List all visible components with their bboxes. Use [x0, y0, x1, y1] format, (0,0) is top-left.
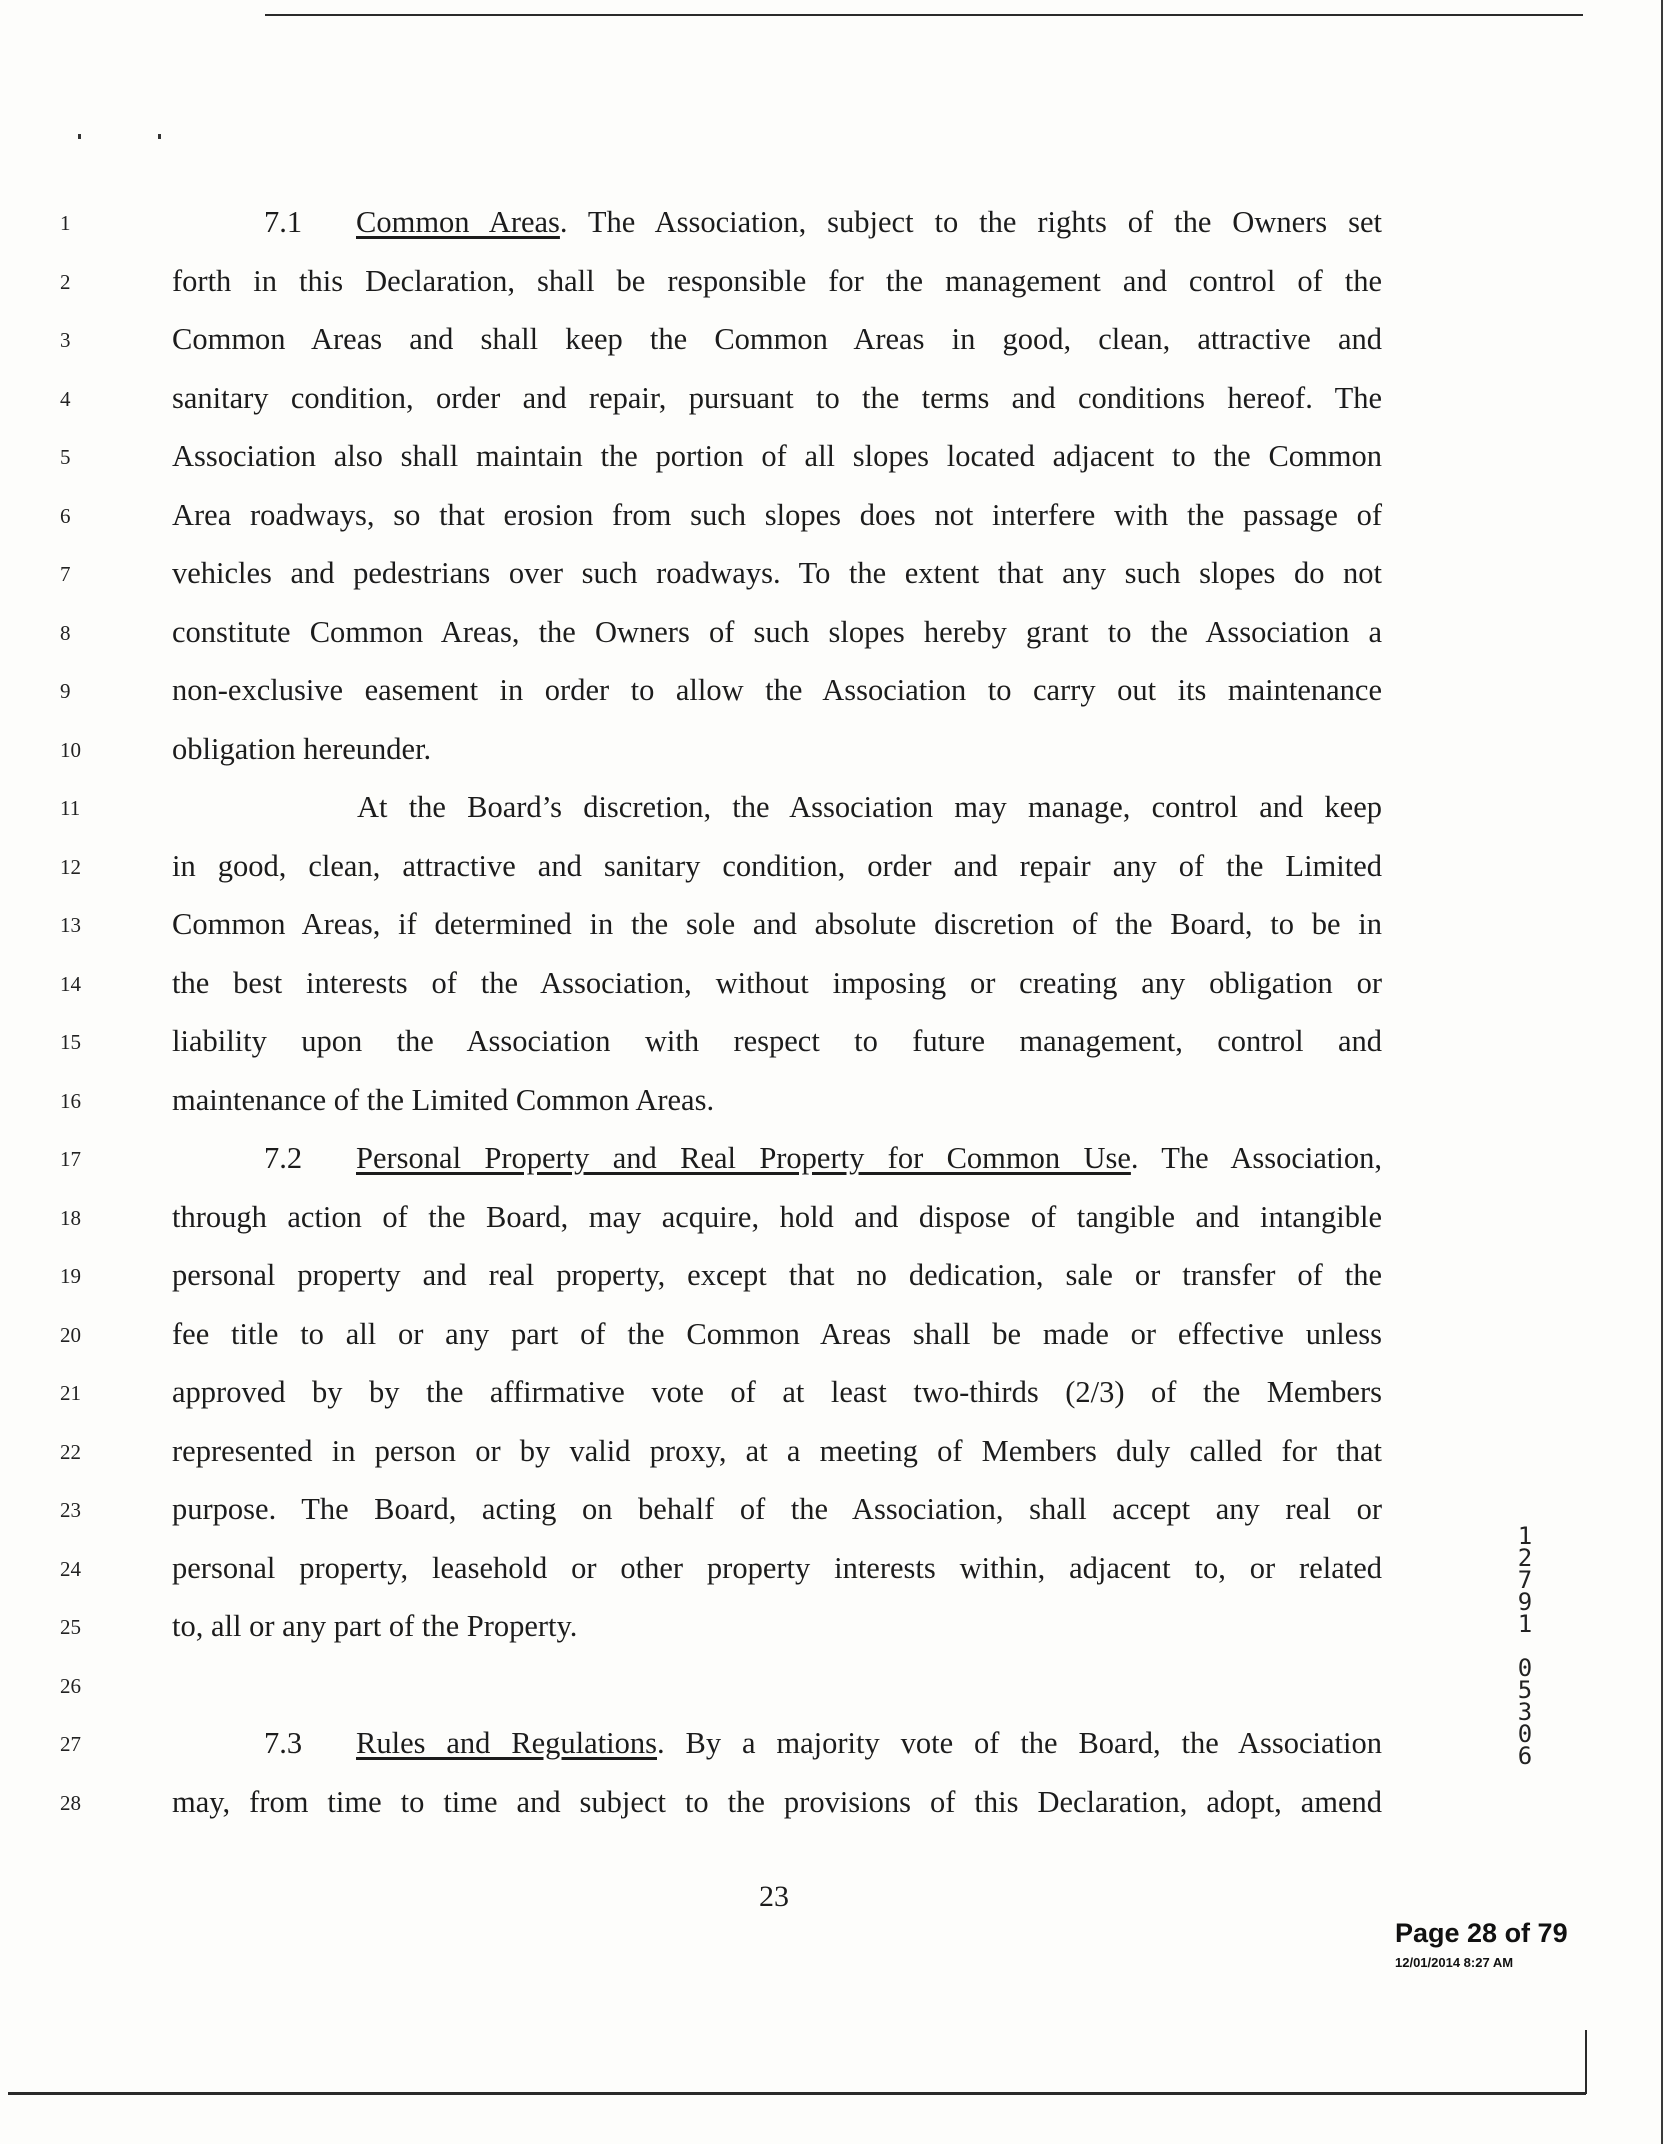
line-number: 21: [60, 1381, 81, 1405]
body-line: personal property, leasehold or other property interests within, adjacent to, or related: [172, 1551, 1382, 1585]
body-line: approved by by the affirmative vote of at least two-thirds (2/3) of the Members: [172, 1375, 1382, 1409]
section-heading: Common Areas: [356, 205, 560, 239]
section-text: . The Association, subject to the rights of the Owners set: [559, 205, 1382, 239]
section-text: . The Association,: [1130, 1141, 1382, 1175]
line-number: 17: [60, 1147, 81, 1171]
line-number: 7: [60, 562, 71, 586]
line-number: 25: [60, 1615, 81, 1639]
body-line: Common Areas, if determined in the sole and absolute discretion of the Board, to be in: [172, 907, 1382, 941]
body-line: forth in this Declaration, shall be responsible for the management and control of the: [172, 264, 1382, 298]
section-number: 7.2: [264, 1141, 303, 1175]
body-line: Association also shall maintain the portion of all slopes located adjacent to the Common: [172, 439, 1382, 473]
line-number: 8: [60, 621, 71, 645]
line-number: 19: [60, 1264, 81, 1288]
section-text: . By a majority vote of the Board, the Association: [657, 1726, 1382, 1760]
body-line: represented in person or by valid proxy, at a meeting of Members duly called for that: [172, 1434, 1382, 1468]
bottom-right-line: [1585, 2030, 1587, 2094]
line-number: 16: [60, 1089, 81, 1113]
body-line: purpose. The Board, acting on behalf of the Association, shall accept any real or: [172, 1492, 1382, 1526]
body-line: non-exclusive easement in order to allow the Association to carry out its maintenance: [172, 673, 1382, 707]
line-number: 11: [60, 796, 81, 820]
body-line: to, all or any part of the Property.: [172, 1609, 578, 1643]
line-number: 12: [60, 855, 81, 879]
section-number: 7.1: [264, 205, 303, 239]
body-line: the best interests of the Association, without imposing or creating any obligation or: [172, 966, 1382, 1000]
body-line: in good, clean, attractive and sanitary condition, order and repair any of the Limited: [172, 849, 1382, 883]
section-number: 7.3: [264, 1726, 303, 1760]
body-line: Area roadways, so that erosion from such slopes does not interfere with the passage of: [172, 498, 1382, 532]
section-heading-line: [172, 1723, 1382, 1763]
line-number: 26: [60, 1674, 81, 1698]
page-number: 23: [759, 1880, 789, 1913]
bottom-rule: [8, 2092, 1586, 2095]
body-line: fee title to all or any part of the Common Areas shall be made or effective unless: [172, 1317, 1382, 1351]
line-number: 4: [60, 387, 71, 411]
section-heading-line: [172, 202, 1382, 242]
line-number: 28: [60, 1791, 81, 1815]
line-number: 9: [60, 679, 71, 703]
line-number: 13: [60, 913, 81, 937]
line-number: 23: [60, 1498, 81, 1522]
scan-mark: [158, 134, 161, 139]
body-line: may, from time to time and subject to the provisions of this Declaration, adopt, amend: [172, 1785, 1382, 1819]
recording-timestamp: 12/01/2014 8:27 AM: [1395, 1955, 1514, 1970]
line-number: 2: [60, 270, 71, 294]
section-heading: Personal Property and Real Property for Common Use: [356, 1141, 1131, 1175]
line-number: 18: [60, 1206, 81, 1230]
line-number: 10: [60, 738, 81, 762]
line-number: 5: [60, 445, 71, 469]
body-line: obligation hereunder.: [172, 732, 432, 766]
body-line: Common Areas and shall keep the Common Areas in good, clean, attractive and: [172, 322, 1382, 356]
body-line: maintenance of the Limited Common Areas.: [172, 1083, 715, 1117]
line-number: 27: [60, 1732, 81, 1756]
body-line: liability upon the Association with respect to future management, control and: [172, 1024, 1382, 1058]
body-line: sanitary condition, order and repair, pursuant to the terms and conditions hereof. The: [172, 381, 1382, 415]
section-heading: Rules and Regulations: [356, 1726, 657, 1760]
line-number: 1: [60, 211, 71, 235]
line-number: 15: [60, 1030, 81, 1054]
line-number: 24: [60, 1557, 81, 1581]
line-number: 6: [60, 504, 71, 528]
body-line: vehicles and pedestrians over such roadways. To the extent that any such slopes do not: [172, 556, 1382, 590]
top-rule: [265, 14, 1583, 16]
body-line: personal property and real property, except that no dedication, sale or transfer of the: [172, 1258, 1382, 1292]
recording-page-label: Page 28 of 79: [1395, 1918, 1568, 1948]
line-number: 20: [60, 1323, 81, 1347]
line-number: 14: [60, 972, 81, 996]
recording-document-number: 1 2 7 9 1 0 5 3 0 6: [1517, 1522, 1533, 1770]
scan-mark: [78, 134, 81, 139]
body-line: through action of the Board, may acquire, hold and dispose of tangible and intangible: [172, 1200, 1382, 1234]
right-page-border: [1661, 0, 1663, 2144]
line-number: 22: [60, 1440, 81, 1464]
section-heading-line: [172, 1138, 1382, 1178]
line-number: 3: [60, 328, 71, 352]
body-line: constitute Common Areas, the Owners of such slopes hereby grant to the Association a: [172, 615, 1382, 649]
body-line: At the Board’s discretion, the Association may manage, control and keep: [357, 790, 1382, 824]
